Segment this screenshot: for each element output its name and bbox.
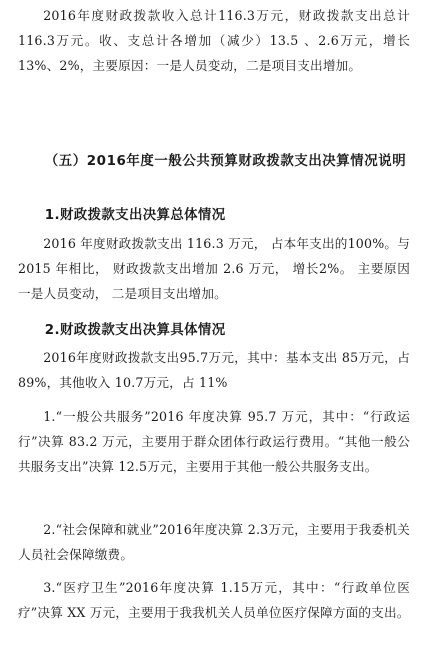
paragraph-medical-health: 3.“医疗卫生”2016年度决算 1.15万元，其中：“行政单位医疗”决算 XX 万元，主要用于我我机关人员单位医疗保障方面的支出。 bbox=[18, 580, 410, 620]
subsection-title-overall: 1.财政拨款支出决算总体情况 bbox=[44, 208, 226, 223]
paragraph-expenditure-breakdown: 2016年度财政拨款支出95.7万元，其中：基本支出 85万元，占 89%，其他收入 10.7万元，占 11% bbox=[18, 350, 410, 390]
paragraph-overall-expenditure: 2016 年度财政拨款支出 116.3 万元， 占本年支出的100%。与 2015 年相比， 财政拨款支出增加 2.6 万元， 增长2%。 主要原因一是人员变动， 二是项目支出增加。 bbox=[18, 236, 410, 301]
paragraph-social-security: 2.“社会保障和就业”2016年度决算 2.3万元，主要用于我委机关人员社会保障缴费。 bbox=[18, 522, 410, 562]
section-title-general-budget: （五）2016年度一般公共预算财政拨款支出决算情况说明 bbox=[44, 154, 407, 169]
paragraph-general-public-service: 1.“一般公共服务”2016 年度决算 95.7 万元，其中：“行政运行”决算 83.2 万元，主要用于群众团体行政运行费用。“其他一般公共服务支出”决算 12.5万元，主要用于其他一般公共服务支出。 bbox=[18, 409, 410, 474]
subsection-title-detail: 2.财政拨款支出决算具体情况 bbox=[44, 323, 226, 338]
paragraph-fiscal-income-summary: 2016年度财政拨款收入总计116.3万元，财政拨款支出总计116.3万元。收、支总计各增加（减少）13.5 、2.6万元，增长13%、2%，主要原因：一是人员变动，二是项目支出增加。 bbox=[18, 8, 410, 73]
